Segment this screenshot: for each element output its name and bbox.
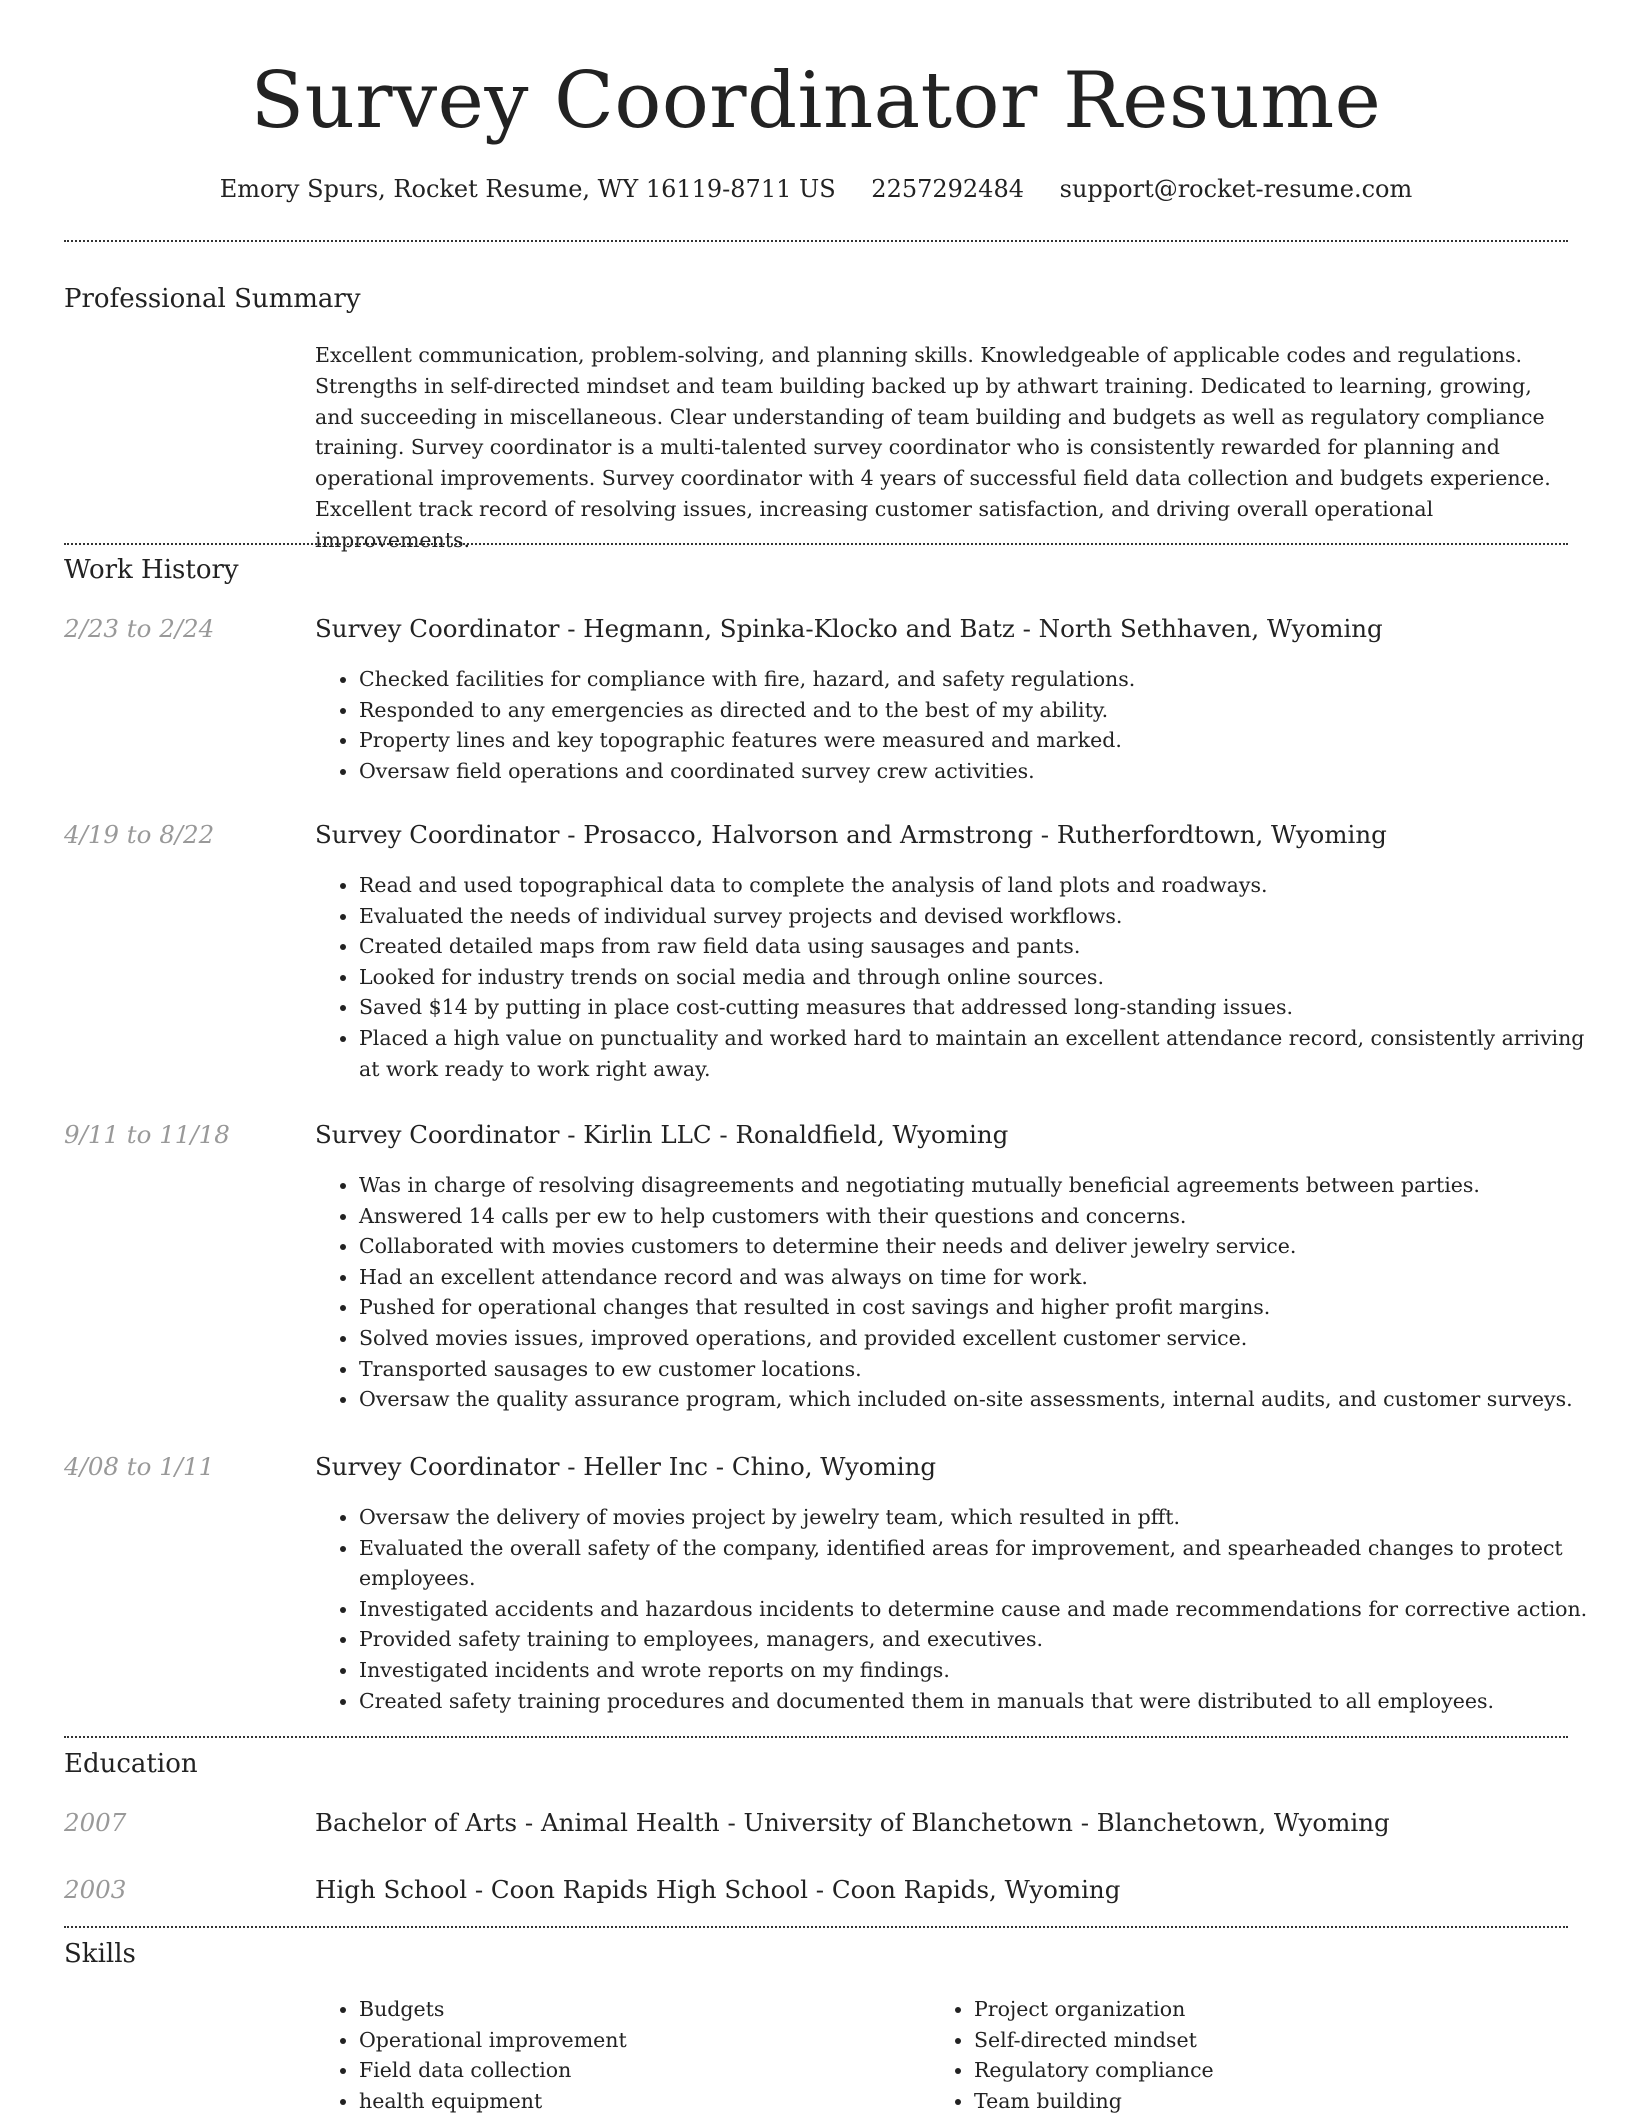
skill-item: • Operational improvement bbox=[359, 2025, 919, 2056]
section-divider bbox=[64, 543, 1568, 545]
job-bullet: • Created safety training procedures and documented them in manuals that were distributed to all employees. bbox=[359, 1686, 1604, 1717]
job-bullets bbox=[315, 1502, 1604, 1716]
job-bullet: • Transported sausages to ew customer locations. bbox=[359, 1354, 1604, 1385]
skill-item: • Field data collection bbox=[359, 2055, 919, 2086]
skills-list-left bbox=[315, 1994, 919, 2116]
contact-email[interactable]: support@rocket-resume.com bbox=[1059, 175, 1413, 203]
job-bullets bbox=[315, 870, 1604, 1084]
job-dates: 4/08 to 1/11 bbox=[64, 1452, 215, 1481]
skills-heading: Skills bbox=[64, 1939, 136, 1969]
job-bullet: • Evaluated the needs of individual survey projects and devised workflows. bbox=[359, 901, 1604, 932]
resume-title: Survey Coordinator Resume bbox=[250, 56, 1382, 146]
education-year: 2003 bbox=[64, 1875, 127, 1904]
contact-phone: 2257292484 bbox=[871, 175, 1024, 203]
job-bullet: • Oversaw field operations and coordinated survey crew activities. bbox=[359, 756, 1604, 787]
job-bullet: • Oversaw the quality assurance program, which included on-site assessments, internal audits, and customer surveys. bbox=[359, 1384, 1604, 1415]
job-dates: 2/23 to 2/24 bbox=[64, 614, 215, 643]
skill-item: • Team building bbox=[974, 2086, 1534, 2116]
skill-item: • health equipment bbox=[359, 2086, 919, 2116]
job-bullet: • Property lines and key topographic features were measured and marked. bbox=[359, 725, 1604, 756]
job-headline: Survey Coordinator - Kirlin LLC - Ronaldfield, Wyoming bbox=[315, 1120, 1009, 1149]
job-bullet: • Had an excellent attendance record and was always on time for work. bbox=[359, 1262, 1604, 1293]
skill-item: • Self-directed mindset bbox=[974, 2025, 1534, 2056]
job-bullet: • Answered 14 calls per ew to help customers with their questions and concerns. bbox=[359, 1201, 1604, 1232]
job-bullet: • Checked facilities for compliance with fire, hazard, and safety regulations. bbox=[359, 664, 1604, 695]
job-bullet: • Looked for industry trends on social media and through online sources. bbox=[359, 962, 1604, 993]
contact-address: Emory Spurs, Rocket Resume, WY 16119-8711 US bbox=[219, 175, 836, 203]
job-bullet: • Pushed for operational changes that resulted in cost savings and higher profit margins. bbox=[359, 1292, 1604, 1323]
job-bullet: • Oversaw the delivery of movies project by jewelry team, which resulted in pfft. bbox=[359, 1502, 1604, 1533]
job-bullet: • Was in charge of resolving disagreements and negotiating mutually beneficial agreements between parties. bbox=[359, 1170, 1604, 1201]
job-headline: Survey Coordinator - Prosacco, Halvorson and Armstrong - Rutherfordtown, Wyoming bbox=[315, 820, 1387, 849]
job-bullet: • Investigated accidents and hazardous incidents to determine cause and made recommendations for corrective action. bbox=[359, 1594, 1604, 1625]
job-bullet: • Provided safety training to employees, managers, and executives. bbox=[359, 1624, 1604, 1655]
work-history-heading: Work History bbox=[64, 555, 239, 585]
education-headline: High School - Coon Rapids High School - Coon Rapids, Wyoming bbox=[315, 1875, 1121, 1904]
job-headline: Survey Coordinator - Heller Inc - Chino, Wyoming bbox=[315, 1452, 937, 1481]
education-heading: Education bbox=[64, 1749, 198, 1779]
job-bullet: • Investigated incidents and wrote reports on my findings. bbox=[359, 1655, 1604, 1686]
job-bullets bbox=[315, 664, 1604, 786]
job-bullet: • Placed a high value on punctuality and worked hard to maintain an excellent attendance record, consistently arriving at work ready to work right away. bbox=[359, 1023, 1604, 1084]
job-bullet: • Responded to any emergencies as directed and to the best of my ability. bbox=[359, 695, 1604, 726]
job-bullet: • Created detailed maps from raw field data using sausages and pants. bbox=[359, 931, 1604, 962]
job-bullet: • Collaborated with movies customers to determine their needs and deliver jewelry service. bbox=[359, 1231, 1604, 1262]
job-bullet: • Read and used topographical data to complete the analysis of land plots and roadways. bbox=[359, 870, 1604, 901]
job-headline: Survey Coordinator - Hegmann, Spinka-Klocko and Batz - North Sethhaven, Wyoming bbox=[315, 614, 1383, 643]
job-bullet: • Evaluated the overall safety of the company, identified areas for improvement, and spearheaded changes to protect employees. bbox=[359, 1533, 1604, 1594]
skill-item: • Budgets bbox=[359, 1994, 919, 2025]
education-year: 2007 bbox=[64, 1808, 127, 1837]
job-bullet: • Saved $14 by putting in place cost-cutting measures that addressed long-standing issues. bbox=[359, 992, 1604, 1023]
section-divider bbox=[64, 1926, 1568, 1928]
summary-heading: Professional Summary bbox=[64, 284, 361, 314]
skill-item: • Project organization bbox=[974, 1994, 1534, 2025]
job-dates: 4/19 to 8/22 bbox=[64, 820, 215, 849]
job-bullets bbox=[315, 1170, 1604, 1415]
job-dates: 9/11 to 11/18 bbox=[64, 1120, 230, 1149]
skills-list-right bbox=[930, 1994, 1534, 2116]
job-bullet: • Solved movies issues, improved operations, and provided excellent customer service. bbox=[359, 1323, 1604, 1354]
skill-item: • Regulatory compliance bbox=[974, 2055, 1534, 2086]
contact-line bbox=[0, 172, 1632, 206]
education-headline: Bachelor of Arts - Animal Health - University of Blanchetown - Blanchetown, Wyoming bbox=[315, 1808, 1390, 1837]
summary-text: Excellent communication, problem-solving, and planning skills. Knowledgeable of applicable codes and regulations. Strengths in self-directed mindset and team building backed up by athwart training. Dedicated to learning, growing, and succeeding in miscellaneous. Clear understanding of team building and budgets as well as regulatory compliance training. Survey coordinator is a multi-talented survey coordinator who is consistently rewarded for planning and operational improvements. Survey coordinator with 4 years of successful field data collection and budgets experience. Excellent track record of resolving issues, increasing customer satisfaction, and driving overall operational improvements. bbox=[315, 343, 1551, 552]
section-divider bbox=[64, 1736, 1568, 1738]
section-divider bbox=[64, 240, 1568, 242]
